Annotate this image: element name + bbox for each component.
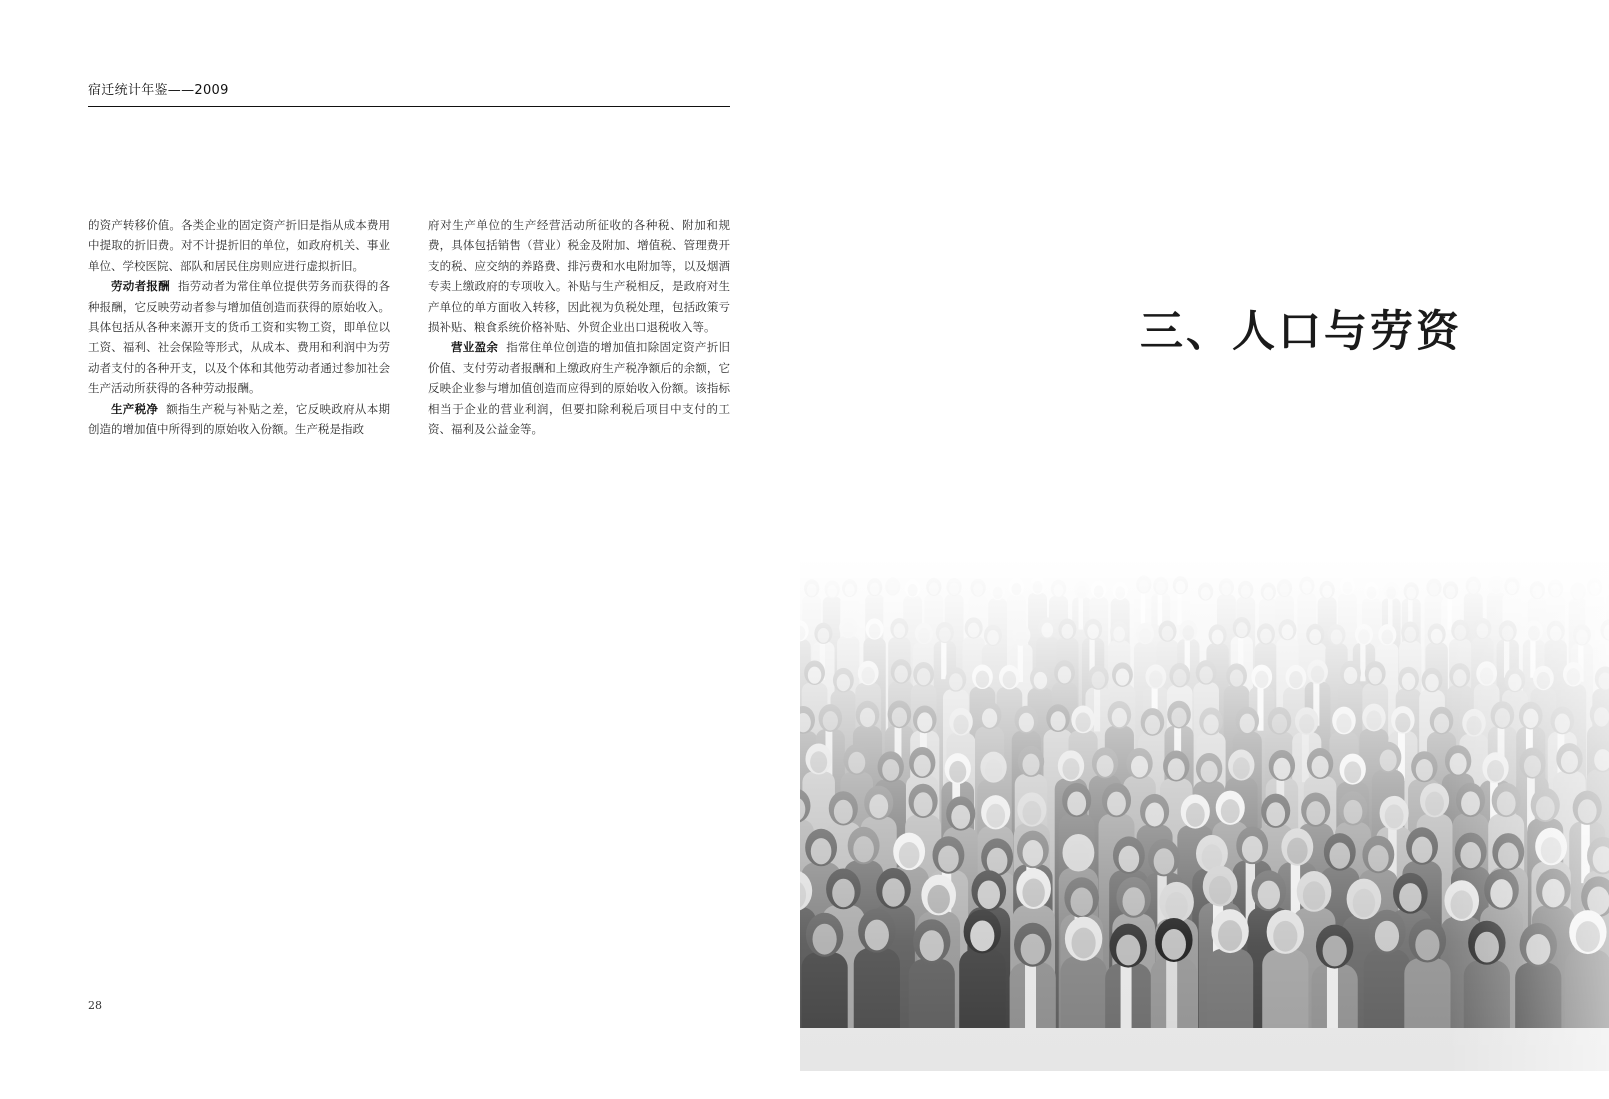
- left-text-column: [88, 215, 390, 439]
- right-paragraph-2-text: 指常住单位创造的增加值扣除固定资产折旧价值、支付劳动者报酬和上缴政府生产税净额后的余额，它反映企业参与增加值创造而应得到的原始收入份额。该指标相当于企业的营业利润，但要扣除利税后项目中支付的工资、福利及公益金等。: [428, 340, 731, 437]
- right-text-column: [428, 215, 730, 439]
- left-paragraph-2-text: 指劳动者为常住单位提供劳务而获得的各种报酬，它反映劳动者参与增加值创造而获得的原始收入。具体包括从各种来源开支的货币工资和实物工资，即单位以工资、福利、社会保险等形式，从成本、费用和利润中为劳动者支付的各种开支，以及个体和其他劳动者通过参加社会生产活动所获得的各种劳动报酬。: [88, 279, 391, 396]
- crowd-photo: [800, 558, 1609, 1071]
- term-labor-compensation: 劳动者报酬: [111, 279, 170, 294]
- right-paragraph-2: [428, 337, 730, 439]
- left-paragraph-1: 的资产转移价值。各类企业的固定资产折旧是指从成本费用中提取的折旧费。对不计提折旧的单位，如政府机关、事业单位、学校医院、部队和居民住房则应进行虚拟折旧。: [88, 218, 390, 273]
- term-operating-surplus: 营业盈余: [451, 340, 499, 355]
- page-number: 28: [88, 999, 102, 1012]
- crowd-photo-image: [800, 558, 1609, 1071]
- header-title: 宿迁统计年鉴——2009: [88, 83, 229, 98]
- chapter-title: 三、人口与劳资: [1140, 307, 1462, 357]
- left-paragraph-2: [88, 276, 390, 398]
- left-paragraph-3: [88, 399, 390, 440]
- right-paragraph-1: 府对生产单位的生产经营活动所征收的各种税、附加和规费，具体包括销售（营业）税金及附加、增值税、管理费开支的税、应交纳的养路费、排污费和水电附加等，以及烟酒专卖上缴政府的专项收入。补贴与生产税相反，是政府对生产单位的单方面收入转移，因此视为负税处理，包括政策亏损补贴、粮食系统价格补贴、外贸企业出口退税收入等。: [428, 218, 730, 335]
- term-net-production-tax: 生产税净: [111, 401, 159, 416]
- running-header: [88, 84, 730, 107]
- left-paragraph-3-text: 额指生产税与补贴之差，它反映政府从本期创造的增加值中所得到的原始收入份额。生产税是指政: [88, 401, 391, 437]
